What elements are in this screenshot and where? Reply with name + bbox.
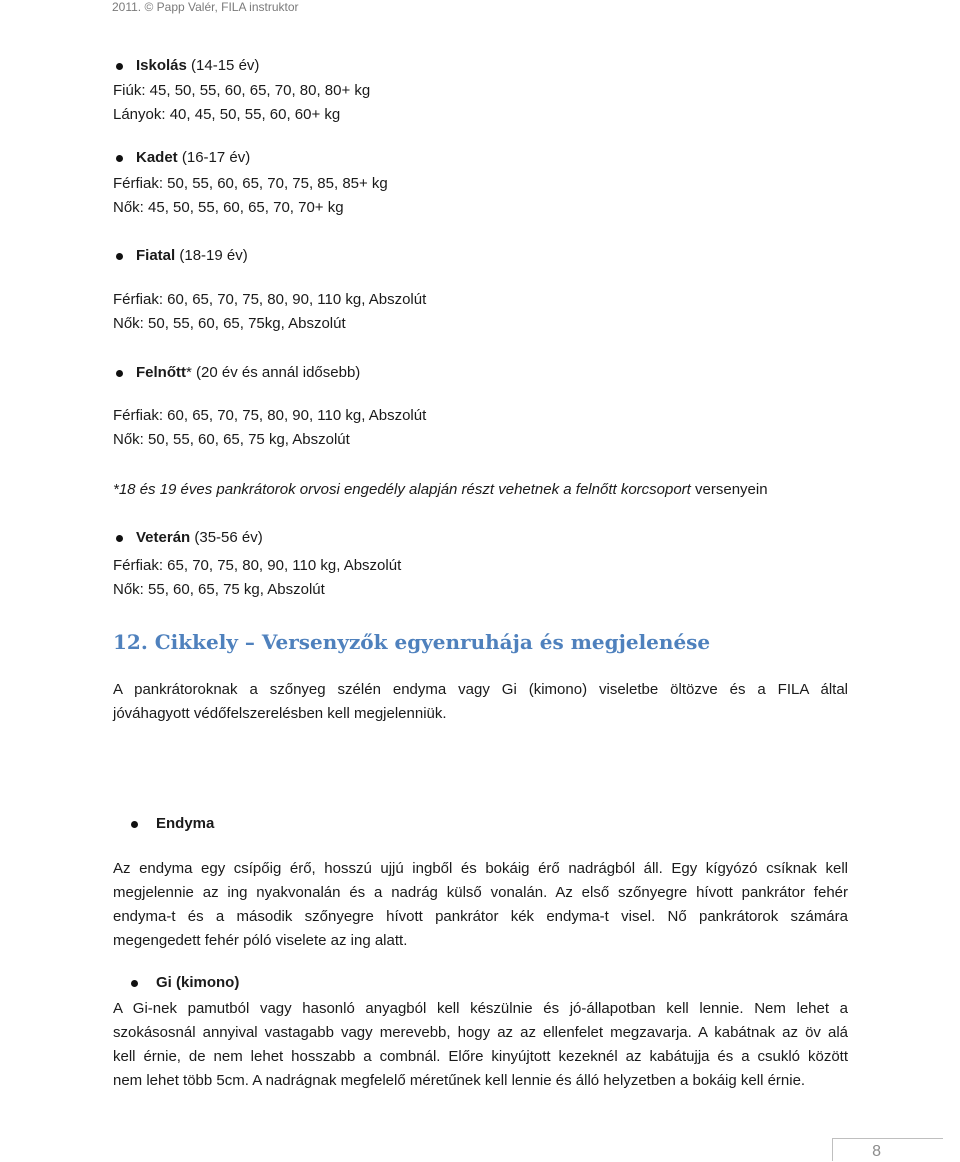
weight-line: Nők: 45, 50, 55, 60, 65, 70, 70+ kg xyxy=(113,199,344,216)
category-heading xyxy=(136,247,248,264)
weight-line: Férfiak: 60, 65, 70, 75, 80, 90, 110 kg, Abszolút xyxy=(113,407,427,424)
weight-line: Nők: 50, 55, 60, 65, 75kg, Abszolút xyxy=(113,315,346,332)
category-weights xyxy=(113,288,426,336)
weight-line: Fiúk: 45, 50, 55, 60, 65, 70, 80, 80+ kg xyxy=(113,82,371,99)
category-weights xyxy=(113,404,426,452)
category-age: (14-15 év) xyxy=(186,57,260,74)
section-title: Gi (kimono) xyxy=(156,974,240,991)
page-number-box xyxy=(832,1138,943,1161)
category-weights xyxy=(113,172,388,220)
bullet-icon xyxy=(116,535,123,542)
paragraph-line: kell érnie, de nem lehet hosszabb a combnál. Előre kinyújtott kezeknél az kabátujja és a csukló között xyxy=(113,1048,848,1065)
article-title: 12. Cikkely – Versenyzők egyenruhája és megjelenése xyxy=(113,630,711,654)
bullet-icon xyxy=(116,253,123,260)
bullet-icon xyxy=(116,63,123,70)
paragraph-line: nem lehet több 5cm. A nadrágnak megfelelő méretűnek kell lennie és álló helyzetben a bokáig kell érnie. xyxy=(113,1072,806,1089)
weight-line: Férfiak: 65, 70, 75, 80, 90, 110 kg, Abszolút xyxy=(113,557,402,574)
category-name: Iskolás xyxy=(136,57,187,74)
paragraph-line: A Gi-nek pamutból vagy hasonló anyagból kell készülnie és jó-állapotban kell lennie. Nem lehet a xyxy=(113,1000,848,1017)
category-age: * (20 év és annál idősebb) xyxy=(186,364,361,381)
footnote-italic: *18 és 19 éves pankrátorok orvosi engedély alapján részt vehetnek a felnőtt korcsoport xyxy=(113,481,691,498)
weight-line: Lányok: 40, 45, 50, 55, 60, 60+ kg xyxy=(113,106,341,123)
paragraph-line: szokásosnál annyival vastagabb vagy merevebb, hogy az az ellenfelet megzavarja. A kabátnak az öv alá xyxy=(113,1024,848,1041)
category-age: (35-56 év) xyxy=(190,529,263,546)
age-footnote xyxy=(113,478,768,502)
bullet-icon xyxy=(116,155,123,162)
category-weights xyxy=(113,79,370,127)
bullet-icon xyxy=(116,370,123,377)
paragraph-line: Az endyma egy csípőig érő, hosszú ujjú ingből és bokáig érő nadrágból áll. Egy kígyózó csíknak kell xyxy=(113,860,848,877)
category-name: Felnőtt xyxy=(136,364,186,381)
category-heading xyxy=(136,364,360,381)
footnote-plain: versenyein xyxy=(690,481,768,498)
weight-line: Férfiak: 60, 65, 70, 75, 80, 90, 110 kg, Abszolút xyxy=(113,291,427,308)
paragraph-line: endyma-t és a második szőnyegre hívott pankrátor kék endyma-t visel. Nő pankrátorok számára xyxy=(113,908,848,925)
section-body xyxy=(113,857,848,953)
category-age: (18-19 év) xyxy=(175,247,248,264)
weight-line: Férfiak: 50, 55, 60, 65, 70, 75, 85, 85+ kg xyxy=(113,175,388,192)
paragraph-line: megengedett fehér póló viselete az ing alatt. xyxy=(113,932,408,949)
category-name: Kadet xyxy=(136,149,178,166)
category-age: (16-17 év) xyxy=(177,149,251,166)
category-weights xyxy=(113,554,401,602)
weight-line: Nők: 55, 60, 65, 75 kg, Abszolút xyxy=(113,581,325,598)
category-heading xyxy=(136,529,263,546)
paragraph-line: megjelennie az ing nyakvonalán és a nadrág külső vonalán. Az első szőnyegre hívott pankrátor fehér xyxy=(113,884,848,901)
weight-line: Nők: 50, 55, 60, 65, 75 kg, Abszolút xyxy=(113,431,350,448)
bullet-icon xyxy=(131,980,138,987)
category-heading xyxy=(136,149,250,166)
section-body xyxy=(113,997,848,1093)
category-name: Veterán xyxy=(136,529,191,546)
category-heading xyxy=(136,57,259,74)
page-header: 2011. © Papp Valér, FILA instruktor xyxy=(112,0,299,14)
section-title: Endyma xyxy=(156,815,215,832)
category-name: Fiatal xyxy=(136,247,176,264)
paragraph-line: A pankrátoroknak a szőnyeg szélén endyma vagy Gi (kimono) viseletbe öltözve és a FILA által xyxy=(113,681,848,698)
article-intro xyxy=(113,678,848,726)
paragraph-line: jóváhagyott védőfelszerelésben kell megjelenniük. xyxy=(113,705,447,722)
bullet-icon xyxy=(131,821,138,828)
page-number: 8 xyxy=(872,1143,881,1160)
